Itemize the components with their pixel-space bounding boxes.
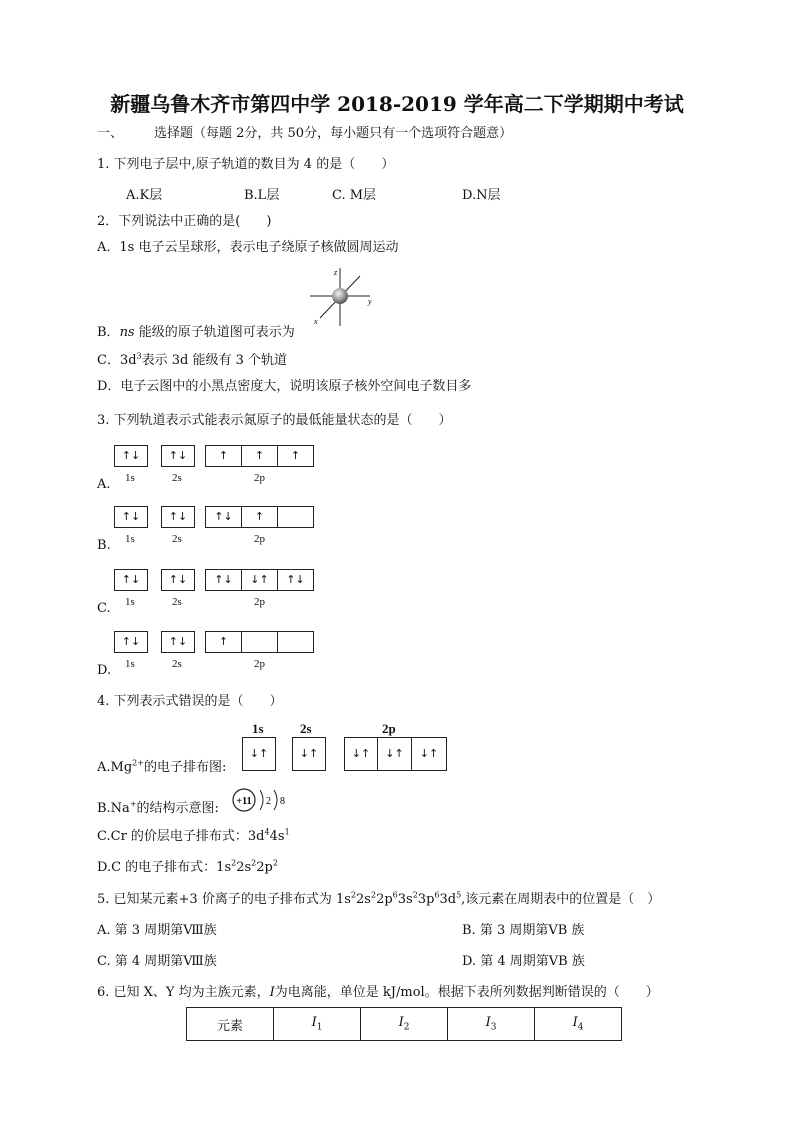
section-heading: 选择题（每题 2分，共 50分，每小题只有一个选项符合题意） [154, 126, 513, 141]
section-number: 一、 [97, 126, 124, 141]
q4-label-1s: 1s [252, 721, 264, 736]
q2-c-pre: C．3d [97, 353, 137, 368]
q3-box-2p-2: ↑ [241, 506, 278, 528]
p-orbital-figure [308, 266, 384, 328]
ionization-table [186, 1007, 622, 1041]
table-header-cell [274, 1008, 361, 1041]
table-header-cell [448, 1008, 535, 1041]
q3-box-1s: ↑↓ [114, 631, 148, 653]
q4-b-sup: + [129, 799, 137, 809]
q3-option-letter: C. [97, 601, 111, 616]
q5-cfg-7: 3p [417, 892, 435, 907]
q3-label-2p: 2p [254, 472, 265, 484]
q2-b-prefix: B． [97, 325, 120, 340]
q5-cfg-4: 6 [392, 890, 398, 900]
q4-label-2p: 2p [382, 721, 396, 736]
table-header-row [187, 1008, 622, 1041]
q2-c-sup: 3 [136, 351, 142, 361]
q3-box-2s: ↑↓ [161, 631, 195, 653]
q2-option-b [97, 325, 295, 341]
q3-box-2s: ↑↓ [161, 445, 195, 467]
q3-box-2p-1: ↑↓ [205, 569, 242, 591]
q5-cfg-10: 5 [456, 890, 462, 900]
q3-box-2p-1: ↑ [205, 445, 242, 467]
q5-cfg-2: 2 [370, 890, 377, 900]
q4-box-2p-3: ↓↑ [411, 737, 447, 771]
axis-y-label: y [368, 297, 372, 306]
q3-label-1s: 1s [125, 472, 135, 484]
q1-option-d: D.N层 [462, 188, 501, 203]
shell-arc-1 [260, 790, 263, 810]
q4-b-pre: B.Na [97, 801, 130, 816]
q2-b-italic: ns [119, 325, 135, 340]
sphere-shape [332, 288, 348, 304]
q3-label-1s: 1s [125, 533, 135, 545]
q3-box-2p-3: ↑ [277, 445, 314, 467]
q4-box-1s: ↓↑ [242, 737, 276, 771]
q3-box-2p-2: ↑ [241, 445, 278, 467]
q2-stem: 2．下列说法中正确的是( ) [97, 214, 272, 229]
q2-b-suffix: 能级的原子轨道图可表示为 [134, 325, 295, 340]
q3-box-2p-1: ↑ [205, 631, 242, 653]
i-subscript: 1 [316, 1022, 323, 1033]
q1-stem: 1. 下列电子层中,原子轨道的数目为 4 的是（ ） [97, 157, 395, 172]
nucleus-charge: +11 [236, 796, 252, 807]
q4-d-mid2: 2p [256, 860, 273, 875]
q3-box-2p-3 [277, 631, 314, 653]
q3-label-2p: 2p [254, 533, 265, 545]
i-subscript: 4 [577, 1022, 584, 1033]
q3-box-1s: ↑↓ [114, 506, 148, 528]
q6-stem [97, 985, 659, 1001]
q4-d-sup3: 2 [272, 858, 278, 868]
q3-box-2p-2 [241, 631, 278, 653]
q4-option-b [97, 801, 219, 817]
q3-label-2p: 2p [254, 596, 265, 608]
q3-box-2p-1: ↑↓ [205, 506, 242, 528]
q4-a-post: 的电子排布图: [143, 760, 227, 775]
q4-d-sup2: 2 [251, 858, 257, 868]
q4-box-2s: ↓↑ [292, 737, 326, 771]
q1-option-a: A.K层 [126, 188, 163, 203]
q5-cfg-3: 2p [376, 892, 393, 907]
q5-stem-post: ,该元素在周期表中的位置是（ ） [461, 892, 661, 907]
q4-d-pre: D.C 的电子排布式：1s [97, 860, 232, 875]
q5-cfg-0: 2 [350, 890, 357, 900]
q3-box-2p-3 [277, 506, 314, 528]
q5-cfg-1: 2s [356, 892, 371, 907]
q5-option-d: D. 第 4 周期第ⅤB 族 [462, 954, 585, 969]
table-header-cell [361, 1008, 448, 1041]
i-subscript: 3 [490, 1022, 497, 1033]
q1-option-b: B.L层 [244, 188, 280, 203]
q4-box-2p-2: ↓↑ [377, 737, 412, 771]
q3-label-2s: 2s [172, 596, 182, 608]
q5-option-b: B. 第 3 周期第ⅤB 族 [462, 923, 585, 938]
q4-option-c [97, 829, 290, 845]
q4-c-pre: C.Cr 的价层电子排布式：3d [97, 829, 265, 844]
q3-box-2s: ↑↓ [161, 569, 195, 591]
q4-c-sup1: 4 [264, 827, 270, 837]
page-title: 新疆乌鲁木齐市第四中学 2018-2019 学年高二下学期期中考试 [110, 92, 684, 116]
q3-box-1s: ↑↓ [114, 569, 148, 591]
shell-1-count: 2 [266, 796, 271, 807]
q3-label-2p: 2p [254, 658, 265, 670]
q4-b-post: 的结构示意图: [136, 801, 219, 816]
q2-option-d: D．电子云图中的小黑点密度大，说明该原子核外空间电子数目多 [97, 379, 472, 394]
axis-x-label: x [314, 317, 318, 326]
i-symbol: I [485, 1015, 491, 1031]
axis-z-label: z [334, 268, 338, 277]
table-header-cell: 元素 [187, 1008, 274, 1041]
q5-option-c: C. 第 4 周期第Ⅷ族 [97, 954, 217, 969]
q4-option-d [97, 860, 278, 876]
q6-stem-post: 为电离能，单位是 kJ/mol。根据下表所列数据判断错误的（ ） [274, 985, 659, 1000]
shell-arc-2 [274, 790, 277, 810]
q6-stem-i: I [269, 985, 275, 1000]
q5-stem-pre: 5. 已知某元素+3 价离子的电子排布式为 1s [97, 892, 351, 907]
q4-a-pre: A.Mg [97, 760, 133, 775]
q4-label-2s: 2s [300, 721, 312, 736]
q5-cfg-8: 6 [434, 890, 440, 900]
i-symbol: I [311, 1015, 317, 1031]
q3-label-1s: 1s [125, 596, 135, 608]
q3-label-1s: 1s [125, 658, 135, 670]
i-subscript: 2 [403, 1022, 410, 1033]
q5-cfg-6: 2 [412, 890, 418, 900]
q5-stem [97, 892, 660, 908]
q1-option-c: C. M层 [332, 188, 377, 203]
i-symbol: I [398, 1015, 404, 1031]
i-symbol: I [572, 1015, 578, 1031]
q4-d-mid1: 2s [236, 860, 252, 875]
q4-option-a [97, 760, 226, 776]
q3-option-letter: B. [97, 538, 111, 553]
q3-box-2p-2: ↓↑ [241, 569, 278, 591]
q4-d-sup1: 2 [231, 858, 237, 868]
q4-a-sup: 2+ [132, 758, 144, 768]
q5-cfg-5: 3s [397, 892, 413, 907]
q4-c-mid: 4s [269, 829, 285, 844]
q5-option-a: A. 第 3 周期第Ⅷ族 [97, 923, 217, 938]
q4-box-2p-1: ↓↑ [344, 737, 378, 771]
q3-label-2s: 2s [172, 533, 182, 545]
q3-stem: 3. 下列轨道表示式能表示氮原子的最低能量状态的是（ ） [97, 413, 452, 428]
q2-c-post: 表示 3d 能级有 3 个轨道 [141, 353, 288, 368]
q3-option-letter: D. [97, 663, 112, 678]
q3-label-2s: 2s [172, 472, 182, 484]
shell-2-count: 8 [280, 796, 285, 807]
q3-option-letter: A. [97, 477, 111, 492]
table-header-cell [535, 1008, 622, 1041]
q3-box-2p-3: ↑↓ [277, 569, 314, 591]
na-ion-structure-diagram [230, 786, 294, 814]
q4-c-sup2: 1 [284, 827, 290, 837]
q3-label-2s: 2s [172, 658, 182, 670]
q3-box-2s: ↑↓ [161, 506, 195, 528]
q2-option-c [97, 353, 287, 369]
q5-cfg-9: 3d [439, 892, 457, 907]
q2-option-a: A．1s 电子云呈球形，表示电子绕原子核做圆周运动 [97, 240, 399, 255]
q3-box-1s: ↑↓ [114, 445, 148, 467]
q4-stem: 4. 下列表示式错误的是（ ） [97, 694, 283, 709]
q6-stem-pre: 6. 已知 X、Y 均为主族元素， [97, 985, 270, 1000]
